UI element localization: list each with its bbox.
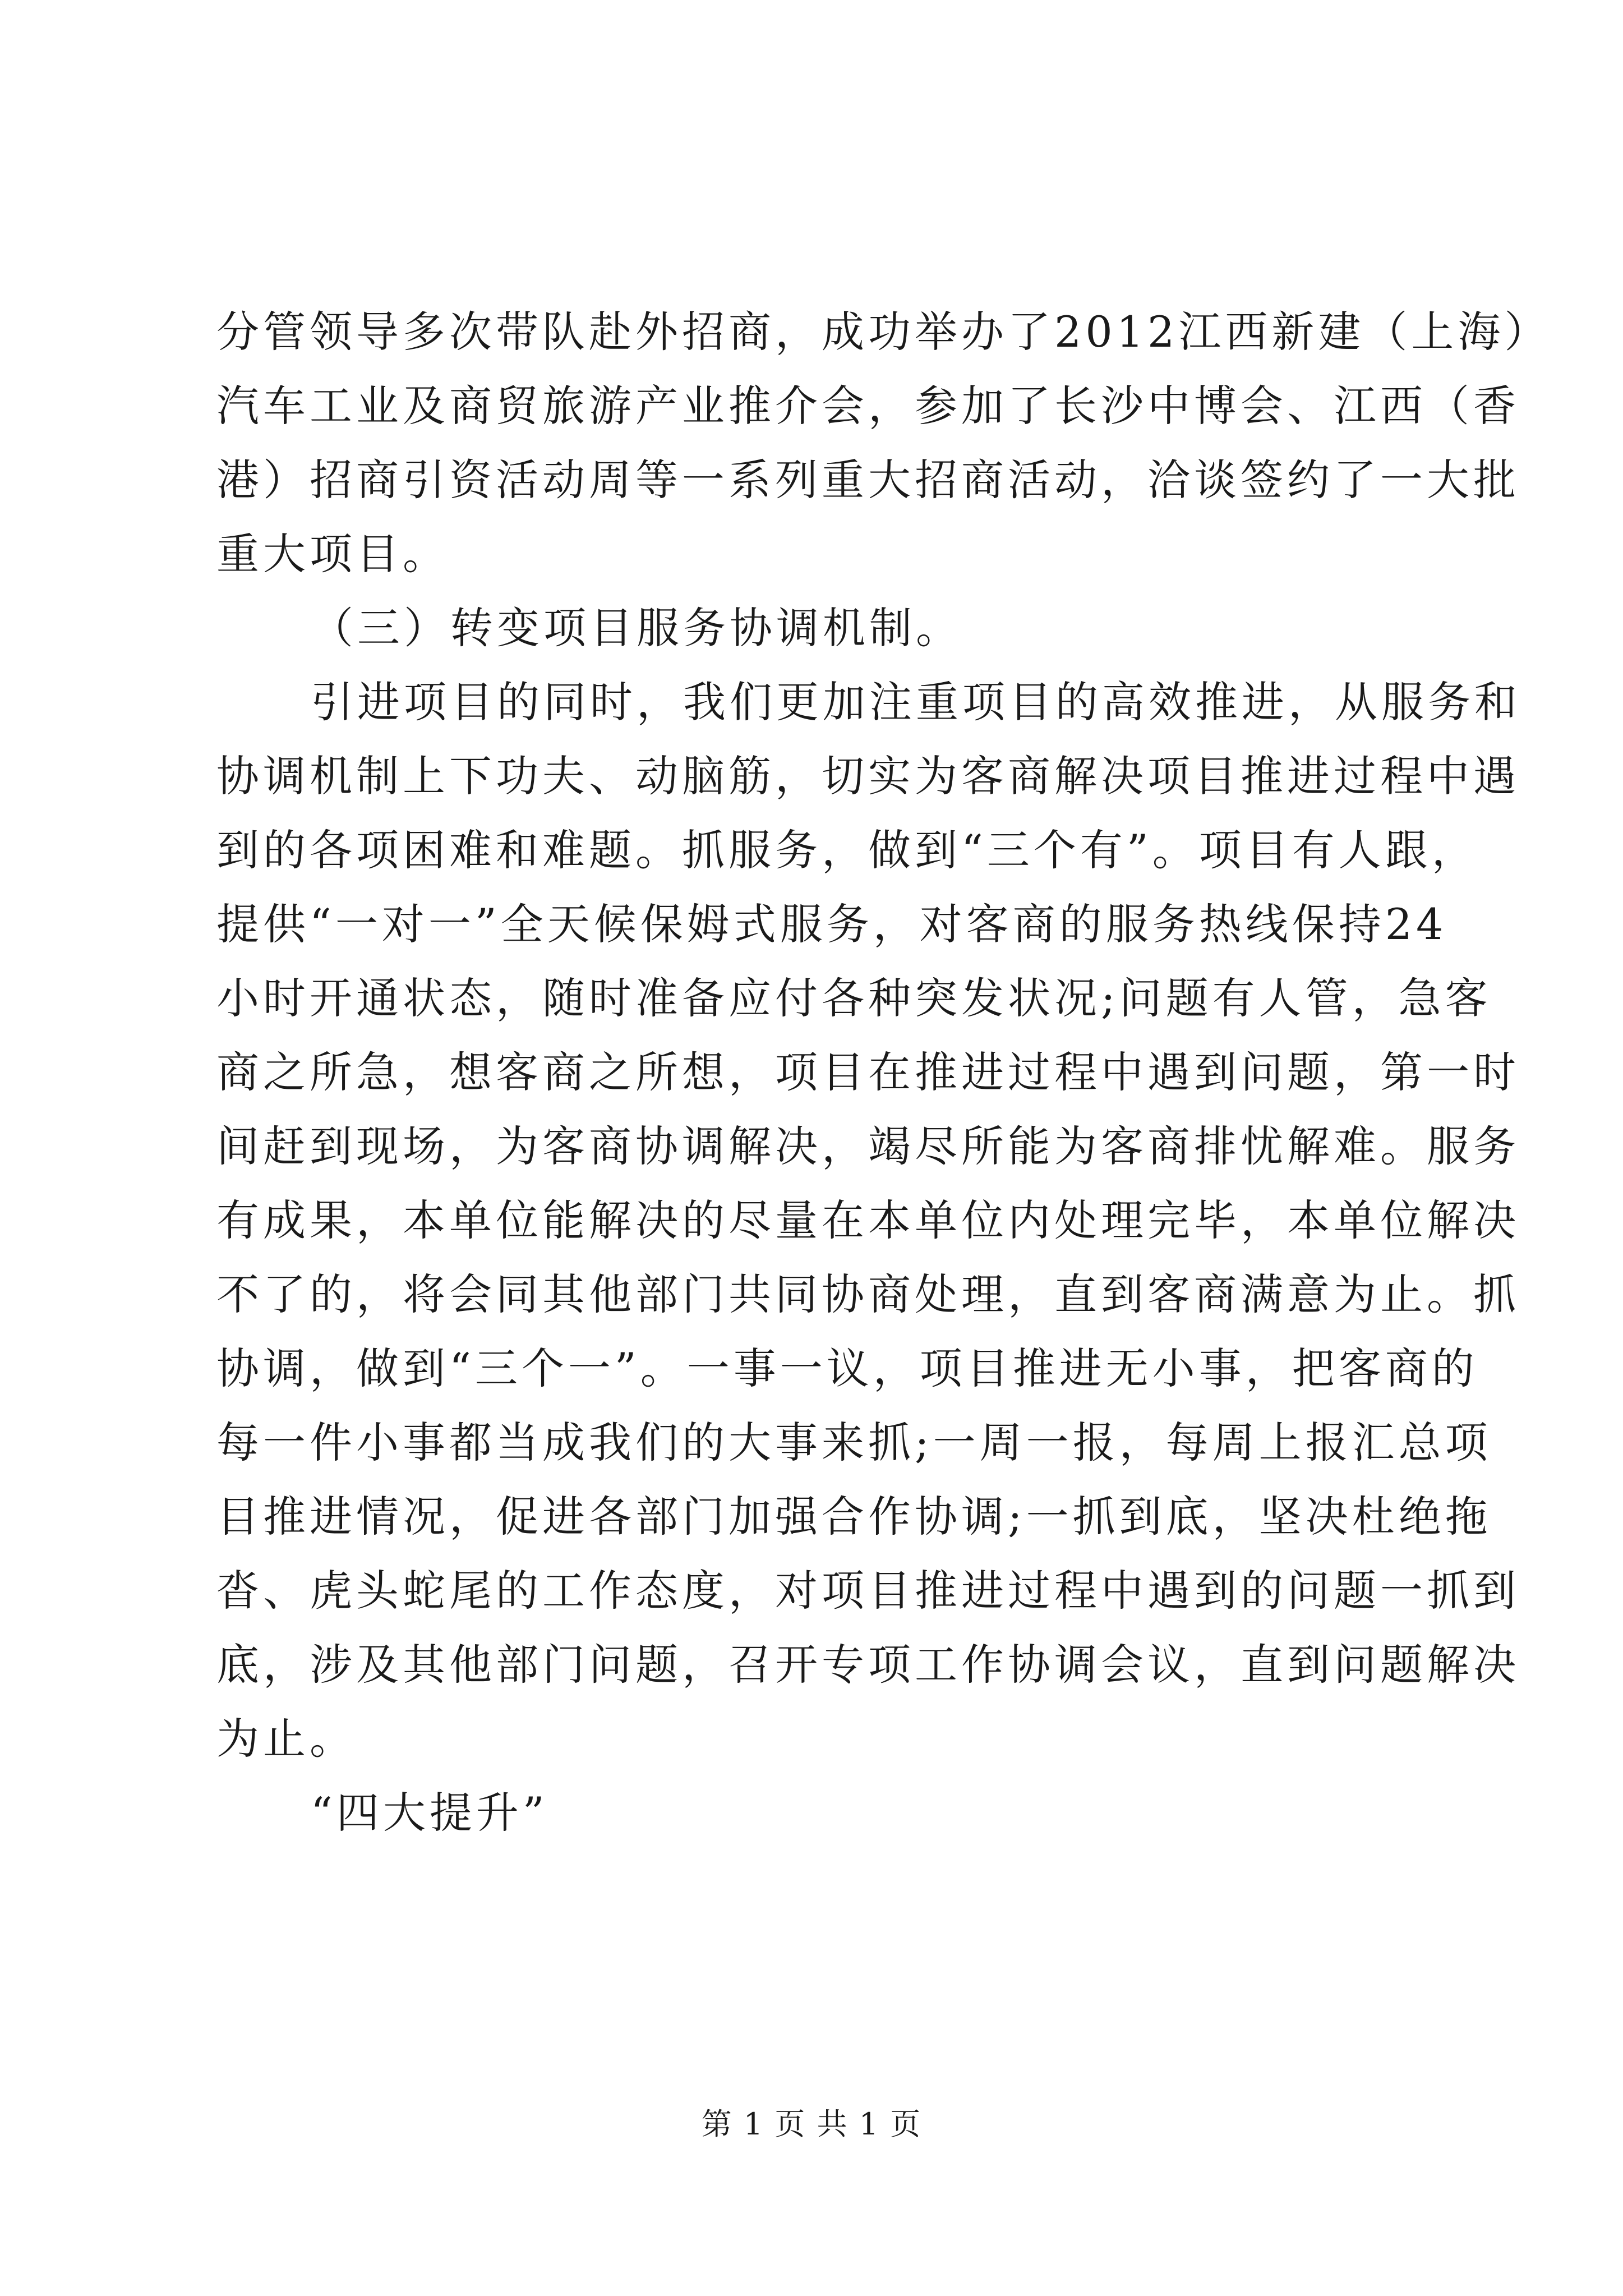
paragraph-3-line-9: 不了的，将会同其他部门共同协商处理，直到客商满意为止。抓 <box>216 1269 1520 1319</box>
closing-heading: “四大提升” <box>311 1788 548 1838</box>
paragraph-3-line-1: 引进项目的同时，我们更加注重项目的高效推进，从服务和 <box>311 677 1521 727</box>
page-number-label: 第 1 页 共 1 页 <box>701 2106 922 2142</box>
paragraph-3-line-8: 有成果，本单位能解决的尽量在本单位内处理完毕，本单位解决 <box>216 1195 1520 1245</box>
section-heading: （三）转变项目服务协调机制。 <box>311 603 962 653</box>
paragraph-3-line-7: 间赶到现场，为客商协调解决，竭尽所能为客商排忧解难。服务 <box>216 1121 1520 1171</box>
paragraph-3-line-5: 小时开通状态，随时准备应付各种突发状况;问题有人管，急客 <box>216 973 1492 1023</box>
paragraph-3-line-10: 协调，做到“三个一”。一事一议，项目推进无小事，把客商的 <box>216 1343 1478 1393</box>
paragraph-3-line-3: 到的各项困难和难题。抓服务，做到“三个有”。项目有人跟， <box>216 825 1478 875</box>
paragraph-1-line-2: 汽车工业及商贸旅游产业推介会，参加了长沙中博会、江西（香 <box>216 381 1520 431</box>
paragraph-1-line-1: 分管领导多次带队赴外招商，成功举办了2012江西新建（上海） <box>216 307 1551 357</box>
paragraph-3-line-14: 底，涉及其他部门问题，召开专项工作协调会议，直到问题解决 <box>216 1640 1520 1690</box>
page-footer <box>0 2106 1623 2142</box>
paragraph-3-line-15: 为止。 <box>216 1714 356 1764</box>
paragraph-3-line-4: 提供“一对一”全天候保姆式服务，对客商的服务热线保持24 <box>216 899 1447 949</box>
paragraph-1-line-3: 港）招商引资活动周等一系列重大招商活动，洽谈签约了一大批 <box>216 455 1520 505</box>
paragraph-3-line-13: 沓、虎头蛇尾的工作态度，对项目推进过程中遇到的问题一抓到 <box>216 1566 1520 1616</box>
paragraph-3-line-11: 每一件小事都当成我们的大事来抓;一周一报，每周上报汇总项 <box>216 1418 1492 1467</box>
body-text <box>216 307 1551 1862</box>
paragraph-3-line-12: 目推进情况，促进各部门加强合作协调;一抓到底，坚决杜绝拖 <box>216 1492 1492 1542</box>
paragraph-3-line-2: 协调机制上下功夫、动脑筋，切实为客商解决项目推进过程中遇 <box>216 751 1520 801</box>
paragraph-1-line-4: 重大项目。 <box>216 529 449 579</box>
paragraph-3-line-6: 商之所急，想客商之所想，项目在推进过程中遇到问题，第一时 <box>216 1047 1520 1097</box>
